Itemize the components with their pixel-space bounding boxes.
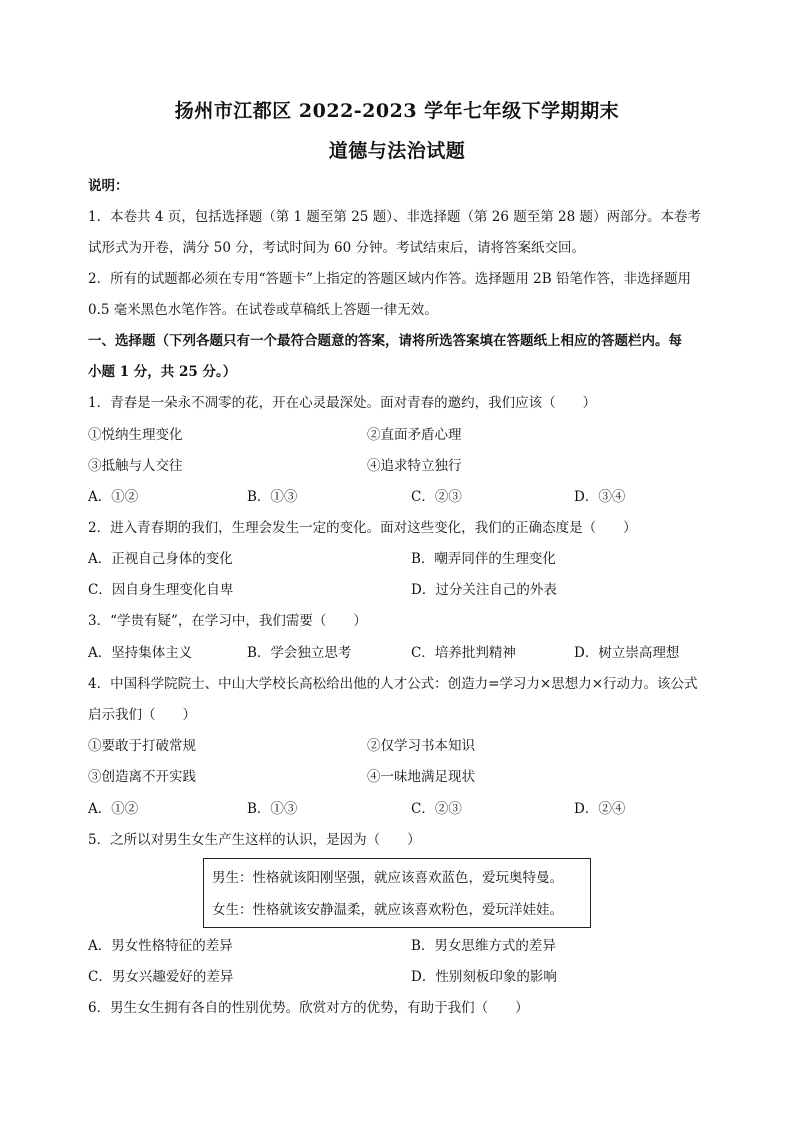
- question-stem-cont: 启示我们（ ）: [88, 707, 196, 723]
- answer-choice: C．②③: [411, 489, 462, 505]
- material-line: 男生：性格就该阳刚坚强，就应该喜欢蓝色，爱玩奥特曼。: [212, 870, 563, 886]
- instruction-line: 0.5 毫米黑色水笔作答。在试卷或草稿纸上答题一律无效。: [88, 302, 438, 318]
- instructions-label: 说明：: [88, 178, 129, 194]
- answer-choice: C．②③: [411, 801, 462, 817]
- statement-item: ③抵触与人交往: [88, 458, 183, 474]
- answer-choice: D．树立崇高理想: [574, 645, 680, 661]
- question-stem: 3．“学贵有疑”，在学习中，我们需要（ ）: [88, 613, 367, 629]
- answer-choice: A．①②: [88, 801, 139, 817]
- question-stem: 6．男生女生拥有各自的性别优势。欣赏对方的优势，有助于我们（ ）: [88, 1000, 529, 1016]
- answer-choice: D．③④: [574, 489, 626, 505]
- question-stem: 2．进入青春期的我们，生理会发生一定的变化。面对这些变化，我们的正确态度是（ ）: [88, 520, 637, 536]
- question-stem: 4．中国科学院院士、中山大学校长高松给出他的人才公式：创造力=学习力×思想力×行动力。该公式: [88, 676, 698, 692]
- answer-choice: D．②④: [574, 801, 626, 817]
- answer-choice: A．正视自己身体的变化: [88, 551, 233, 567]
- answer-choice: C．因自身生理变化自卑: [88, 582, 234, 598]
- answer-choice: C．培养批判精神: [411, 645, 516, 661]
- instruction-line: 1．本卷共 4 页，包括选择题（第 1 题至第 25 题）、非选择题（第 26 题至第 28 题）两部分。本卷考: [88, 209, 701, 225]
- exam-subtitle: 道德与法治试题: [328, 140, 466, 162]
- material-box: [203, 858, 591, 928]
- question-stem: 5．之所以对男生女生产生这样的认识，是因为（ ）: [88, 832, 421, 848]
- answer-choice: A．①②: [88, 489, 139, 505]
- statement-item: ①悦纳生理变化: [88, 427, 183, 443]
- statement-item: ③创造离不开实践: [88, 769, 196, 785]
- answer-choice: A．坚持集体主义: [88, 645, 193, 661]
- answer-choice: B．①③: [247, 801, 298, 817]
- answer-choice: B．男女思维方式的差异: [411, 938, 556, 954]
- answer-choice: A．男女性格特征的差异: [88, 938, 233, 954]
- section-heading: 一、选择题（下列各题只有一个最符合题意的答案，请将所选答案填在答题纸上相应的答题栏内。每: [88, 333, 682, 349]
- instruction-line: 试形式为开卷，满分 50 分，考试时间为 60 分钟。考试结束后，请将答案纸交回。: [88, 240, 586, 256]
- answer-choice: C．男女兴趣爱好的差异: [88, 969, 234, 985]
- question-stem: 1．青春是一朵永不凋零的花，开在心灵最深处。面对青春的邀约，我们应该（ ）: [88, 395, 597, 411]
- instruction-line: 2．所有的试题都必须在专用“答题卡”上指定的答题区域内作答。选择题用 2B 铅笔作答，非选择题用: [88, 271, 691, 287]
- answer-choice: B．嘲弄同伴的生理变化: [411, 551, 556, 567]
- exam-title: 扬州市江都区 2022-2023 学年七年级下学期期末: [174, 100, 620, 122]
- section-heading: 小题 1 分，共 25 分。）: [88, 364, 237, 380]
- answer-choice: B．学会独立思考: [247, 645, 352, 661]
- answer-choice: D．性别刻板印象的影响: [411, 969, 557, 985]
- statement-item: ④追求特立独行: [367, 458, 462, 474]
- answer-choice: B．①③: [247, 489, 298, 505]
- statement-item: ①要敢于打破常规: [88, 738, 196, 754]
- statement-item: ②直面矛盾心理: [367, 427, 462, 443]
- statement-item: ④一味地满足现状: [367, 769, 475, 785]
- material-line: 女生：性格就该安静温柔，就应该喜欢粉色，爱玩洋娃娃。: [212, 902, 563, 918]
- answer-choice: D．过分关注自己的外表: [411, 582, 557, 598]
- statement-item: ②仅学习书本知识: [367, 738, 475, 754]
